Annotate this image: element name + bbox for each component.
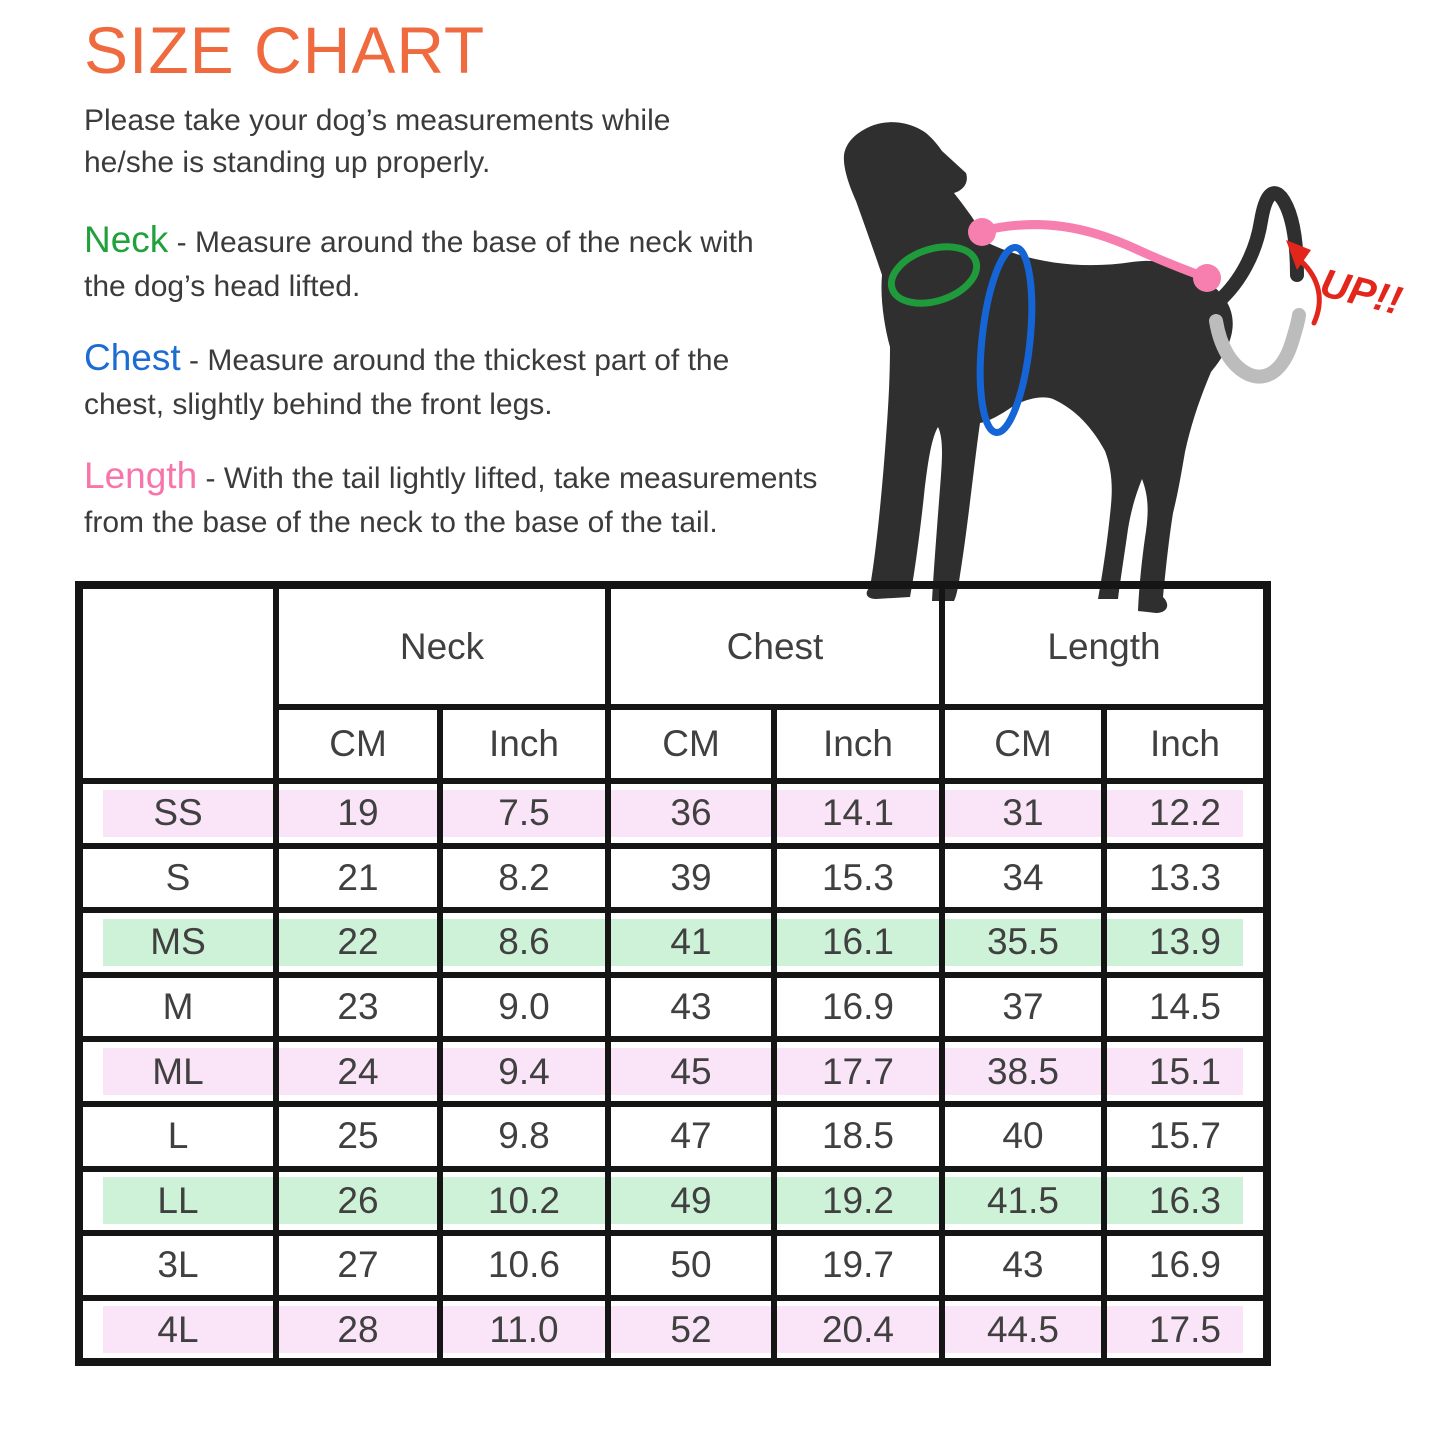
value-cell: 31 — [942, 781, 1104, 846]
value-cell: 16.1 — [774, 910, 942, 975]
value-cell: 23 — [276, 975, 440, 1040]
value-cell: 18.5 — [774, 1104, 942, 1169]
value-cell: 13.9 — [1104, 910, 1267, 975]
size-cell: 4L — [79, 1298, 276, 1363]
chest-description: - Measure around the thickest part of the chest, slightly behind the front legs. — [84, 344, 730, 421]
value-cell: 10.6 — [440, 1233, 608, 1298]
value-cell: 19 — [276, 781, 440, 846]
value-cell: 49 — [608, 1169, 774, 1234]
length-end-dot — [1193, 264, 1221, 292]
unit-header-chest-inch: Inch — [774, 707, 942, 781]
value-cell: 16.9 — [1104, 1233, 1267, 1298]
unit-header-length-inch: Inch — [1104, 707, 1267, 781]
unit-header-neck-cm: CM — [276, 707, 440, 781]
value-cell: 25 — [276, 1104, 440, 1169]
value-cell: 12.2 — [1104, 781, 1267, 846]
value-cell: 41 — [608, 910, 774, 975]
length-start-dot — [968, 218, 996, 246]
value-cell: 17.5 — [1104, 1298, 1267, 1363]
value-cell: 43 — [608, 975, 774, 1040]
value-cell: 11.0 — [440, 1298, 608, 1363]
neck-definition — [84, 218, 774, 309]
dog-silhouette — [844, 122, 1233, 613]
value-cell: 14.1 — [774, 781, 942, 846]
value-cell: 20.4 — [774, 1298, 942, 1363]
value-cell: 45 — [608, 1039, 774, 1104]
unit-header-chest-cm: CM — [608, 707, 774, 781]
length-label: Length — [84, 455, 198, 496]
value-cell: 50 — [608, 1233, 774, 1298]
table-group-header-row — [79, 585, 1267, 707]
value-cell: 10.2 — [440, 1169, 608, 1234]
chest-definition — [84, 336, 774, 427]
length-description: - With the tail lightly lifted, take measurements from the base of the neck to the base of the tail. — [84, 462, 818, 539]
value-cell: 27 — [276, 1233, 440, 1298]
unit-header-length-cm: CM — [942, 707, 1104, 781]
size-cell: MS — [79, 910, 276, 975]
value-cell: 8.2 — [440, 846, 608, 911]
value-cell: 19.7 — [774, 1233, 942, 1298]
value-cell: 15.1 — [1104, 1039, 1267, 1104]
size-cell: M — [79, 975, 276, 1040]
page-title: SIZE CHART — [84, 13, 486, 87]
value-cell: 7.5 — [440, 781, 608, 846]
group-header-chest: Chest — [608, 585, 942, 707]
lifted-tail — [1219, 193, 1297, 301]
value-cell: 52 — [608, 1298, 774, 1363]
value-cell: 35.5 — [942, 910, 1104, 975]
value-cell: 16.9 — [774, 975, 942, 1040]
size-column-corner-cell — [79, 585, 276, 781]
value-cell: 44.5 — [942, 1298, 1104, 1363]
value-cell: 39 — [608, 846, 774, 911]
value-cell: 36 — [608, 781, 774, 846]
size-cell: S — [79, 846, 276, 911]
size-cell: L — [79, 1104, 276, 1169]
value-cell: 9.8 — [440, 1104, 608, 1169]
group-header-neck: Neck — [276, 585, 608, 707]
value-cell: 38.5 — [942, 1039, 1104, 1104]
up-label: UP!! — [1315, 261, 1407, 324]
value-cell: 8.6 — [440, 910, 608, 975]
value-cell: 15.3 — [774, 846, 942, 911]
value-cell: 34 — [942, 846, 1104, 911]
value-cell: 21 — [276, 846, 440, 911]
value-cell: 22 — [276, 910, 440, 975]
unit-header-neck-inch: Inch — [440, 707, 608, 781]
table-row-m — [79, 975, 1267, 1040]
value-cell: 19.2 — [774, 1169, 942, 1234]
group-header-length: Length — [942, 585, 1267, 707]
size-cell: SS — [79, 781, 276, 846]
size-cell: 3L — [79, 1233, 276, 1298]
value-cell: 43 — [942, 1233, 1104, 1298]
value-cell: 24 — [276, 1039, 440, 1104]
value-cell: 17.7 — [774, 1039, 942, 1104]
size-cell: LL — [79, 1169, 276, 1234]
value-cell: 47 — [608, 1104, 774, 1169]
value-cell: 37 — [942, 975, 1104, 1040]
neck-label: Neck — [84, 219, 169, 260]
value-cell: 9.0 — [440, 975, 608, 1040]
value-cell: 28 — [276, 1298, 440, 1363]
table-row-ms — [79, 910, 1267, 975]
dog-measurement-diagram — [820, 85, 1440, 635]
value-cell: 16.3 — [1104, 1169, 1267, 1234]
value-cell: 40 — [942, 1104, 1104, 1169]
value-cell: 41.5 — [942, 1169, 1104, 1234]
size-cell: ML — [79, 1039, 276, 1104]
table-row-l — [79, 1104, 1267, 1169]
neck-description: - Measure around the base of the neck with the dog’s head lifted. — [84, 226, 754, 303]
value-cell: 9.4 — [440, 1039, 608, 1104]
table-row-3l — [79, 1233, 1267, 1298]
size-table — [75, 581, 1271, 1366]
table-row-ll — [79, 1169, 1267, 1234]
value-cell: 26 — [276, 1169, 440, 1234]
value-cell: 13.3 — [1104, 846, 1267, 911]
value-cell: 14.5 — [1104, 975, 1267, 1040]
length-definition — [84, 454, 884, 545]
table-row-ml — [79, 1039, 1267, 1104]
table-row-4l — [79, 1298, 1267, 1363]
chest-label: Chest — [84, 337, 181, 378]
table-row-ss — [79, 781, 1267, 846]
table-row-s — [79, 846, 1267, 911]
value-cell: 15.7 — [1104, 1104, 1267, 1169]
intro-text: Please take your dog’s measurements while he/she is standing up properly. — [84, 104, 671, 179]
